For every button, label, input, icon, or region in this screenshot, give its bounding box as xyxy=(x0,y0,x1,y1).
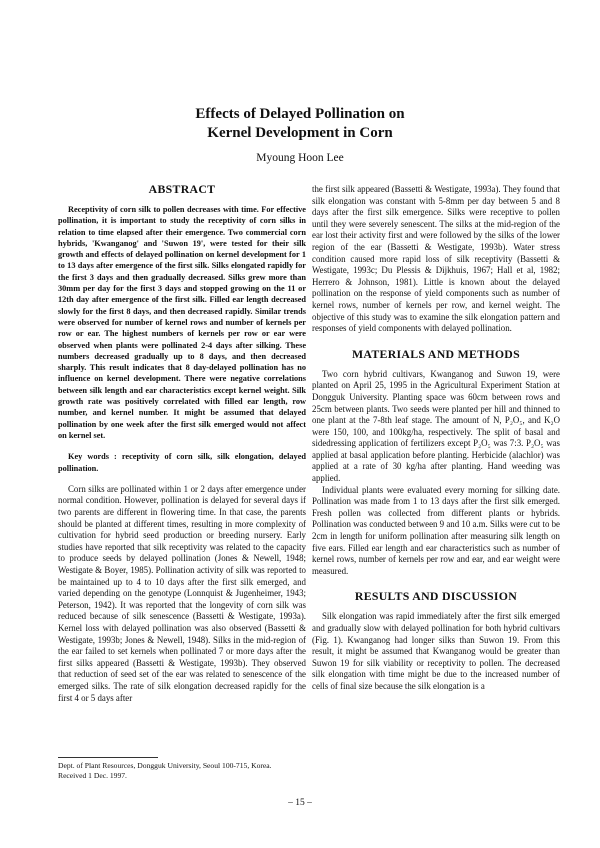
intro-paragraph: Corn silks are pollinated within 1 or 2 days after emergence under normal condition. However, pollination is delayed for several days if two parents are different in flowering time. In that case, the parents should be planted at different times, resulting in more complexity of cultivation for hybrid seed production or breeding nursery. Early studies have reported that silk receptivity was related to the capacity to produce seeds by delayed pollination (Jones & Newell, 1948; Westigate & Boyer, 1985). Pollination activity of silk was reported to be maintained up to 4 to 10 days after the first silk emerged, and varied depending on the genotype (Lonnquist & Jugenheimer, 1943; Peterson, 1942). It was reported that the longevity of corn silk was reduced because of silk senescence (Bassetti & Westigate, 1993a). Kernel loss with delayed pollination was also observed (Bassetti & Westigate, 1993b; Jones & Newell, 1948). Silks in the mid-region of the ear failed to set kernels when pollinated 7 or more days after the first silks appeared (Bassetti & Westigate, 1993b). They observed that reduction of seed set of the ear was related to senescence of the emerged silks. The rate of silk elongation decreased rapidly for the first 4 or 5 days after xyxy=(58,483,306,703)
abstract-text: Receptivity of corn silk to pollen decreases with time. For effective pollination, it is important to study the receptivity of corn silks in relation to time elapsed after their emergence. Two commercial corn hybrids, 'Kwanganog' and 'Suwon 19', were tested for their silk growth and effects of delayed pollination on kernel development for 1 to 13 days after emergence of the first silk. Silks elongated rapidly for the first 3 days and then gradually decreased. Silks grew more than 30mm per day for the first 3 days and stopped growing on the 11 or 12th day after emergence of the first silk. Filled ear length decreased slowly for the first 8 days, and then decreased rapidly. Similar trends were observed for number of kernel rows and number of kernels per row or ear. The highest numbers of kernels per row or ear were observed when plants were pollinated 2-4 days after silking. These numbers decreased gradually up to 8 days, and then decreased sharply. This result indicates that 8 day-delayed pollination has no influence on kernel development. There were negative correlations between silk length and ear characteristics except kernel weight. Silk growth rate was positively correlated with filled ear length, row number, and kernel number. It might be assumed that delayed pollination by one week after the first silk emerged would not affect on kernel set. xyxy=(58,205,306,440)
results-paragraph-1: Silk elongation was rapid immediately after the first silk emerged and gradually slow with delayed pollination for both hybrid cultivars (Fig. 1). Kwanganog had longer silks than Suwon 19. From this result, it might be assumed that Kwanganog would be greater than Suwon 19 for silk viability or receptivity to pollen. The decreased silk elongation with time might be due to the increased number of cells of final size because the silk elongation is a xyxy=(312,611,560,691)
left-column xyxy=(58,180,306,704)
intro-continuation: the first silk appeared (Bassetti & Westigate, 1993a). They found that silk elongation was constant with 5-8mm per day between 5 and 8 days after the first silk emergence. Silks were receptive to pollen until they were severely senescent. The silks at the mid-region of the ear lost their activity first and were followed by the silks of the lower region of the ear (Bassetti & Westigate, 1993b). Water stress condition caused more rapid loss of silk receptivity (Bassetti & Westigate, 1993c; Du Plessis & Dijkhuis, 1967; Hall et al, 1982; Herrero & Johnson, 1981). Little is known about the delayed pollination on the response of yield components such as number of kernel rows, number of kernels per row, and kernel weight. The objective of this study was to examine the silk elongation pattern and responses of yield components with delayed pollination. xyxy=(312,184,560,334)
footnote-divider xyxy=(58,757,158,758)
results-heading: RESULTS AND DISCUSSION xyxy=(354,589,518,604)
footnote-received: Received 1 Dec. 1997. xyxy=(58,771,127,780)
methods-paragraph-2: Individual plants were evaluated every morning for silking date. Pollination was made from 1 to 13 days after the first silk emerged. Fresh pollen was collected from different plants or hybrids. Pollination was conducted between 9 and 10 a.m. Silks were cut to be 2cm in length for uniform pollination after measuring silk length on five ears. Filled ear length and ear characteristics such as number of kernel rows, number of kernels per row and ear, and ear weight were measured. xyxy=(312,484,560,576)
paper-title xyxy=(0,105,600,143)
title-line-1: Effects of Delayed Pollination on xyxy=(195,106,405,122)
methods-paragraph-1: Two corn hybrid cultivars, Kwanganog and Suwon 19, were planted on April 25, 1995 in the Agricultural Experiment Station at Dongguk University. Planting space was 60cm between rows and 25cm between plants. Two seeds were planted per hill and thinned to one plant at the 7-8th leaf stage. The amount of N, P₂O₅, and K₂O were 150, 100, and 100kg/ha, respectively. The split of basal and sidedressing application of fertilizers except P₂O₅ was 7:3. P₂O₅ was applied at basal application before planting. Herbicide (alachlor) was applied at a rate of 30 kg/ha after planting. Hand weeding was applied. xyxy=(312,368,560,484)
footnote-affiliation: Dept. of Plant Resources, Dongguk University, Seoul 100-715, Korea. xyxy=(58,761,272,770)
title-line-2: Kernel Development in Corn xyxy=(207,125,393,141)
abstract-heading: ABSTRACT xyxy=(148,182,216,196)
footnote xyxy=(58,761,308,781)
abstract-body xyxy=(58,204,306,441)
right-column xyxy=(312,184,560,693)
page-number: – 15 – xyxy=(288,798,312,808)
author-name: Myoung Hoon Lee xyxy=(256,152,344,164)
methods-heading: MATERIALS AND METHODS xyxy=(352,346,520,361)
keywords: Key words : receptivity of corn silk, silk elongation, delayed pollination. xyxy=(58,452,306,473)
